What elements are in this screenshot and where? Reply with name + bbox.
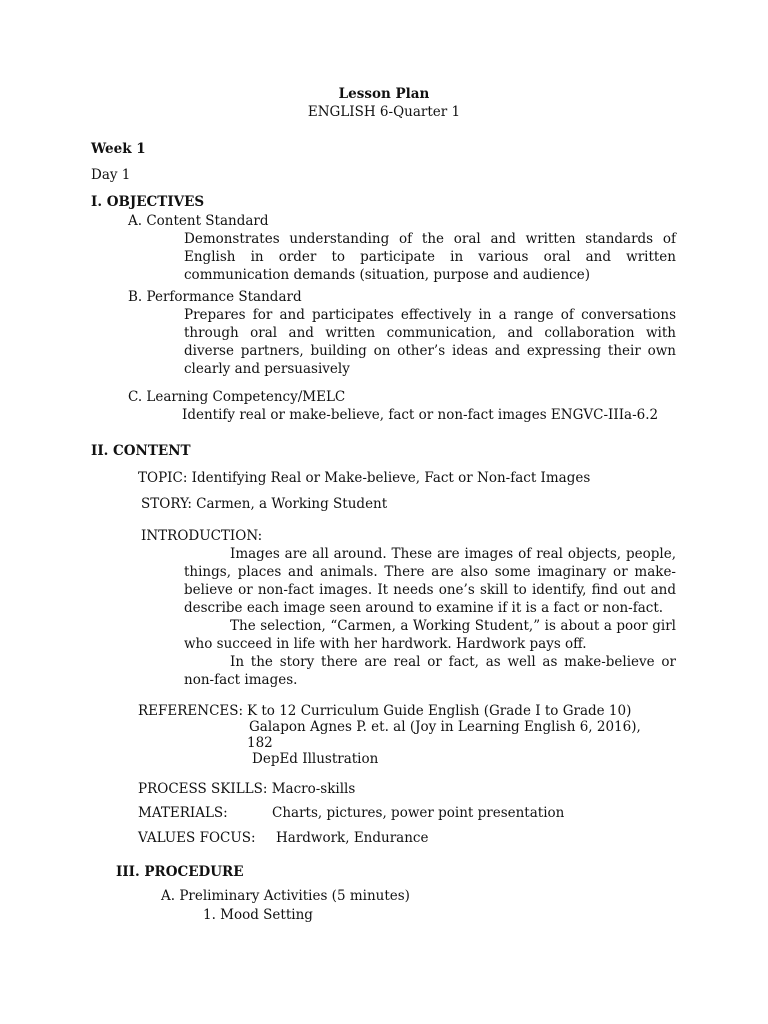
- mood-setting: 1. Mood Setting: [203, 907, 313, 923]
- references-label: REFERENCES:: [138, 703, 244, 719]
- procedure-heading: III. PROCEDURE: [116, 864, 244, 880]
- materials-value: Charts, pictures, power point presentation: [272, 805, 565, 821]
- content-standard-label: A. Content Standard: [128, 213, 269, 229]
- learning-competency-label: C. Learning Competency/MELC: [128, 389, 346, 405]
- materials-label: MATERIALS:: [138, 805, 228, 821]
- introduction-label: INTRODUCTION:: [141, 528, 263, 544]
- process-skills-line: PROCESS SKILLS: Macro-skills: [138, 781, 356, 797]
- preliminary-activities: A. Preliminary Activities (5 minutes): [161, 888, 410, 904]
- reference-item: DepEd Illustration: [252, 751, 379, 767]
- reference-item: Galapon Agnes P. et. al (Joy in Learning English 6, 2016),: [249, 719, 641, 735]
- learning-competency-text: Identify real or make-believe, fact or non-fact images ENGVC-IIIa-6.2: [182, 407, 659, 423]
- document-subtitle: ENGLISH 6-Quarter 1: [307, 104, 461, 120]
- performance-standard-label: B. Performance Standard: [128, 289, 302, 305]
- values-focus-value: Hardwork, Endurance: [276, 830, 429, 846]
- story-line: STORY: Carmen, a Working Student: [141, 496, 388, 512]
- document-title: Lesson Plan: [338, 86, 430, 102]
- introduction-body: [184, 545, 676, 689]
- reference-item: K to 12 Curriculum Guide English (Grade I to Grade 10): [247, 703, 632, 719]
- day-label: Day 1: [91, 167, 131, 183]
- introduction-paragraph: In the story there are real or fact, as well as make-believe or non-fact images.: [184, 654, 676, 688]
- week-label: Week 1: [91, 141, 146, 157]
- introduction-paragraph: Images are all around. These are images of real objects, people, things, places and animals. There are also some imaginary or make-believe or non-fact images. It needs one’s skill to identify, find out and describe each image seen around to examine if it is a fact or non-fact.: [184, 546, 676, 616]
- objectives-heading: I. OBJECTIVES: [91, 194, 205, 210]
- content-standard-text: Demonstrates understanding of the oral and written standards of English in order to participate in various oral and written communication demands (situation, purpose and audience): [184, 231, 676, 283]
- introduction-paragraph: The selection, “Carmen, a Working Student,” is about a poor girl who succeed in life with her hardwork. Hardwork pays off.: [184, 618, 676, 652]
- topic-line: TOPIC: Identifying Real or Make-believe, Fact or Non-fact Images: [138, 470, 591, 486]
- values-focus-label: VALUES FOCUS:: [138, 830, 256, 846]
- content-heading: II. CONTENT: [91, 443, 191, 459]
- performance-standard-text: Prepares for and participates effectively in a range of conversations through oral and written communication, and collaboration with diverse partners, building on other’s ideas and expressing their own clearly and persuasively: [184, 307, 676, 377]
- reference-item: 182: [247, 735, 273, 751]
